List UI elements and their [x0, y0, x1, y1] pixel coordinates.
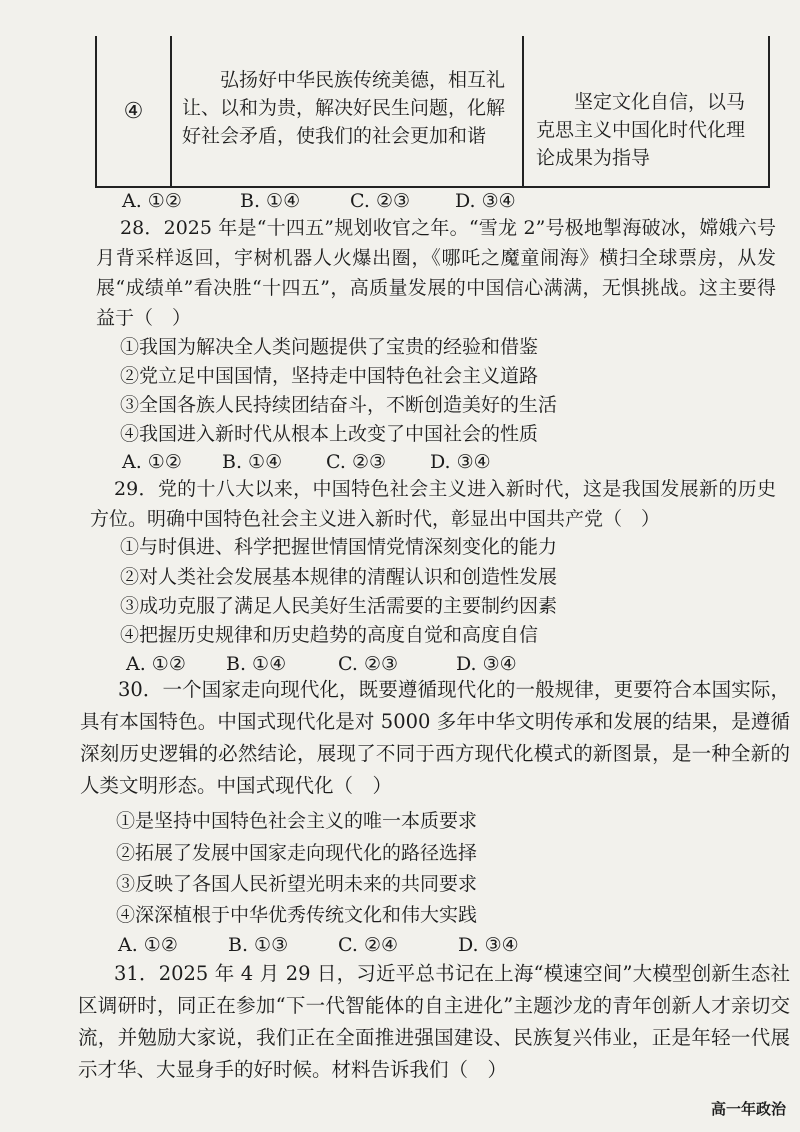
q28-item-1: ①我国为解决全人类问题提供了宝贵的经验和借鉴 — [120, 336, 539, 358]
option-a: A. ①② — [122, 451, 182, 473]
option-d: D. ③④ — [455, 190, 516, 212]
q28-item-3: ③全国各族人民持续团结奋斗，不断创造美好的生活 — [120, 394, 558, 416]
q29-item-2: ②对人类社会发展基本规律的清醒认识和创造性发展 — [120, 566, 558, 588]
q28-item-4: ④我国进入新时代从根本上改变了中国社会的性质 — [120, 423, 539, 445]
option-b: B. ①④ — [240, 190, 301, 212]
option-d: D. ③④ — [458, 934, 519, 956]
option-c: C. ②③ — [350, 190, 411, 212]
row-left-cell: 弘扬好中华民族传统美德，相互礼让、以和为贵，解决好民生问题，化解好社会矛盾，使我们的社会更加和谐 — [172, 36, 524, 186]
option-c: C. ②③ — [338, 653, 399, 675]
q29-item-1: ①与时俱进、科学把握世情国情党情深刻变化的能力 — [120, 536, 558, 558]
option-a: A. ①② — [118, 934, 178, 956]
page-footer: 高一年政治 — [710, 1100, 786, 1118]
q27-options — [122, 190, 516, 212]
option-d: D. ③④ — [456, 653, 517, 675]
q30-item-2: ②拓展了发展中国家走向现代化的路径选择 — [116, 842, 478, 864]
q28-options — [122, 451, 491, 473]
q30-options — [118, 934, 519, 956]
option-b: B. ①④ — [222, 451, 283, 473]
comparison-table-row — [95, 36, 770, 188]
q30-item-3: ③反映了各国人民祈望光明未来的共同要求 — [116, 873, 478, 895]
option-b: B. ①④ — [226, 653, 287, 675]
option-a: A. ①② — [122, 190, 182, 212]
row-right-cell: 坚定文化自信，以马克思主义中国化时代化理论成果为指导 — [536, 91, 746, 169]
q30-stem: 30．一个国家走向现代化，既要遵循现代化的一般规律，更要符合本国实际，具有本国特色。中国式现代化是对 5000 多年中华文明传承和发展的结果，是遵循深刻历史逻辑的必然结论，展现了不同于西方现代化模式的新图景，是一种全新的人类文明形态。中国式现代化（ ） — [80, 678, 790, 797]
option-a: A. ①② — [126, 653, 186, 675]
q29-options — [126, 653, 517, 675]
q29-item-4: ④把握历史规律和历史趋势的高度自觉和高度自信 — [120, 624, 539, 646]
option-b: B. ①③ — [228, 934, 289, 956]
option-d: D. ③④ — [430, 451, 491, 473]
row-number: ④ — [97, 36, 172, 186]
q30-item-4: ④深深植根于中华优秀传统文化和伟大实践 — [116, 904, 478, 926]
option-c: C. ②④ — [338, 934, 399, 956]
q28-item-2: ②党立足中国国情，坚持走中国特色社会主义道路 — [120, 365, 539, 387]
q29-stem: 29．党的十八大以来，中国特色社会主义进入新时代，这是我国发展新的历史方位。明确中国特色社会主义进入新时代，彰显出中国共产党（ ） — [90, 478, 776, 530]
option-c: C. ②③ — [326, 451, 387, 473]
q29-item-3: ③成功克服了满足人民美好生活需要的主要制约因素 — [120, 595, 558, 617]
q31-stem: 31．2025 年 4 月 29 日，习近平总书记在上海“模速空间”大模型创新生态社区调研时，同正在参加“下一代智能体的自主进化”主题沙龙的青年创新人才亲切交流，并勉励大家说，我们正在全面推进强国建设、民族复兴伟业，正是年轻一代展示才华、大显身手的好时候。材料告诉我们（ ） — [78, 962, 790, 1081]
q28-stem: 28．2025 年是“十四五”规划收官之年。“雪龙 2”号极地掣海破冰，嫦娥六号月背采样返回，宇树机器人火爆出圈，《哪吒之魔童闹海》横扫全球票房，从发展“成绩单”看决胜“十四五”，高质量发展的中国信心满满，无惧挑战。这主要得益于（ ） — [96, 217, 776, 329]
q30-item-1: ①是坚持中国特色社会主义的唯一本质要求 — [116, 810, 478, 832]
